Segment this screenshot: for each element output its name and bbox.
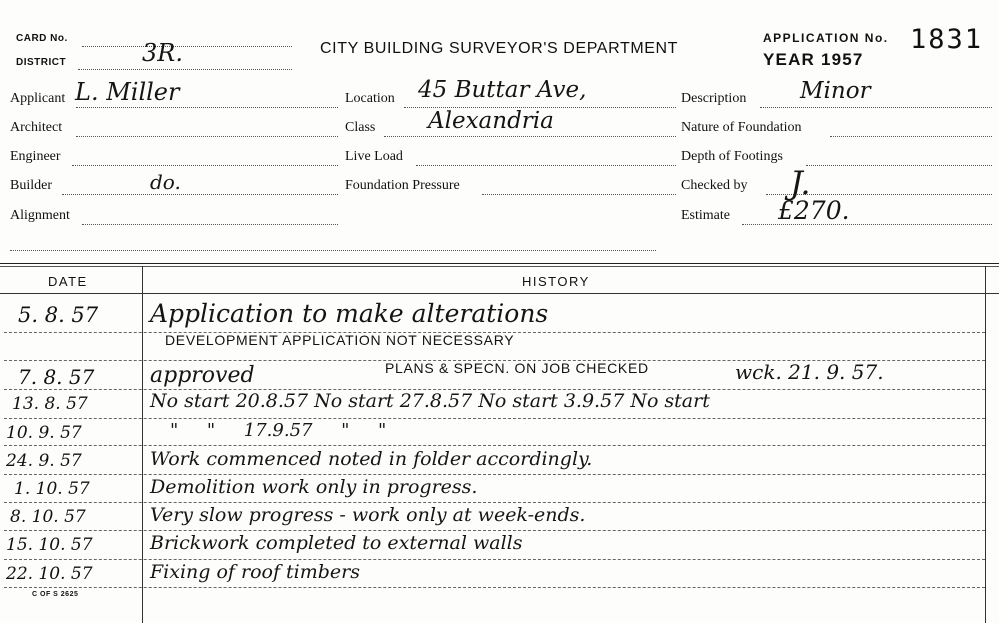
- row-rule: [4, 502, 985, 503]
- applicant-line: [76, 107, 338, 108]
- row-history: Brickwork completed to external walls: [150, 532, 523, 554]
- row-date: 1. 10. 57: [14, 479, 90, 499]
- row-history: Application to make alterations: [150, 299, 549, 328]
- foundation-pressure-label: Foundation Pressure: [345, 178, 460, 193]
- development-stamp: DEVELOPMENT APPLICATION NOT NECESSARY: [165, 332, 515, 348]
- row-history: Demolition work only in progress.: [150, 476, 478, 498]
- depth-of-footings-label: Depth of Footings: [681, 149, 783, 164]
- foundation-pressure-line: [482, 194, 676, 195]
- checked-by-value: J.: [790, 164, 811, 202]
- alignment-line: [82, 224, 338, 225]
- live-load-label: Live Load: [345, 149, 403, 164]
- builder-line: [62, 194, 338, 195]
- description-label: Description: [681, 91, 747, 106]
- row-date: 7. 8. 57: [18, 365, 95, 389]
- row-rule: [4, 445, 985, 446]
- nature-of-foundation-line: [830, 136, 992, 137]
- live-load-line: [416, 165, 676, 166]
- applicant-label: Applicant: [10, 91, 66, 106]
- description-line: [760, 107, 992, 108]
- row-date: 5. 8. 57: [18, 303, 99, 327]
- table-top-rule: [0, 263, 999, 264]
- table-right-border: [985, 266, 986, 623]
- row-date: 22. 10. 57: [6, 564, 93, 584]
- engineer-label: Engineer: [10, 149, 61, 164]
- checked-by-label: Checked by: [681, 178, 748, 193]
- row-rule: [4, 474, 985, 475]
- engineer-line: [72, 165, 338, 166]
- estimate-value: £270.: [778, 196, 850, 225]
- row-date: 15. 10. 57: [6, 535, 93, 555]
- row-date: 13. 8. 57: [12, 394, 88, 414]
- district-line: [78, 69, 292, 70]
- row-history: Work commenced noted in folder accordingly.: [150, 448, 593, 470]
- description-value: Minor: [800, 78, 871, 104]
- application-no-label: APPLICATION No.: [763, 31, 889, 45]
- year-label: YEAR 1957: [763, 50, 864, 69]
- architect-label: Architect: [10, 120, 63, 135]
- location-label: Location: [345, 91, 395, 106]
- architect-line: [76, 136, 338, 137]
- history-column-header: HISTORY: [522, 274, 590, 289]
- applicant-value: L. Miller: [75, 78, 180, 106]
- nature-of-foundation-label: Nature of Foundation: [681, 120, 802, 135]
- card-no-line: [82, 46, 292, 47]
- row-date: 8. 10. 57: [10, 507, 86, 527]
- row-history: No start 20.8.57 No start 27.8.57 No start 3.9.57 No start: [150, 390, 710, 412]
- district-label: DISTRICT: [16, 57, 67, 68]
- row-history: approved: [150, 363, 255, 388]
- builder-value: do.: [150, 170, 181, 194]
- plans-checked-stamp: PLANS & SPECN. ON JOB CHECKED: [385, 360, 649, 376]
- class-label: Class: [345, 120, 376, 135]
- table-header-rule: [0, 293, 999, 294]
- card-no-label: CARD No.: [16, 33, 68, 44]
- district-value: 3R.: [142, 39, 183, 67]
- row-history: Fixing of roof timbers: [150, 561, 361, 583]
- class-line: [384, 136, 676, 137]
- application-no-value: 1831: [910, 24, 984, 55]
- row-date: 24. 9. 57: [6, 451, 82, 471]
- row-rule: [4, 418, 985, 419]
- row-date: 10. 9. 57: [6, 423, 82, 443]
- department-title: CITY BUILDING SURVEYOR'S DEPARTMENT: [320, 40, 679, 57]
- row-rule: [4, 587, 985, 588]
- location-value: 45 Buttar Ave,: [418, 77, 587, 103]
- inspection-note: wck. 21. 9. 57.: [735, 360, 884, 384]
- builder-label: Builder: [10, 178, 52, 193]
- alignment-continuation-line: [10, 250, 656, 251]
- table-top-rule-2: [0, 266, 999, 267]
- date-column-header: DATE: [48, 274, 88, 289]
- depth-of-footings-line: [806, 165, 992, 166]
- class-value: Alexandria: [428, 108, 554, 134]
- alignment-label: Alignment: [10, 208, 70, 223]
- row-history: Very slow progress - work only at week-ends.: [150, 504, 586, 526]
- row-rule: [4, 530, 985, 531]
- form-code: C OF S 2625: [32, 591, 79, 598]
- estimate-label: Estimate: [681, 208, 730, 223]
- row-rule: [4, 559, 985, 560]
- row-history: " " 17.9.57 " ": [170, 420, 387, 441]
